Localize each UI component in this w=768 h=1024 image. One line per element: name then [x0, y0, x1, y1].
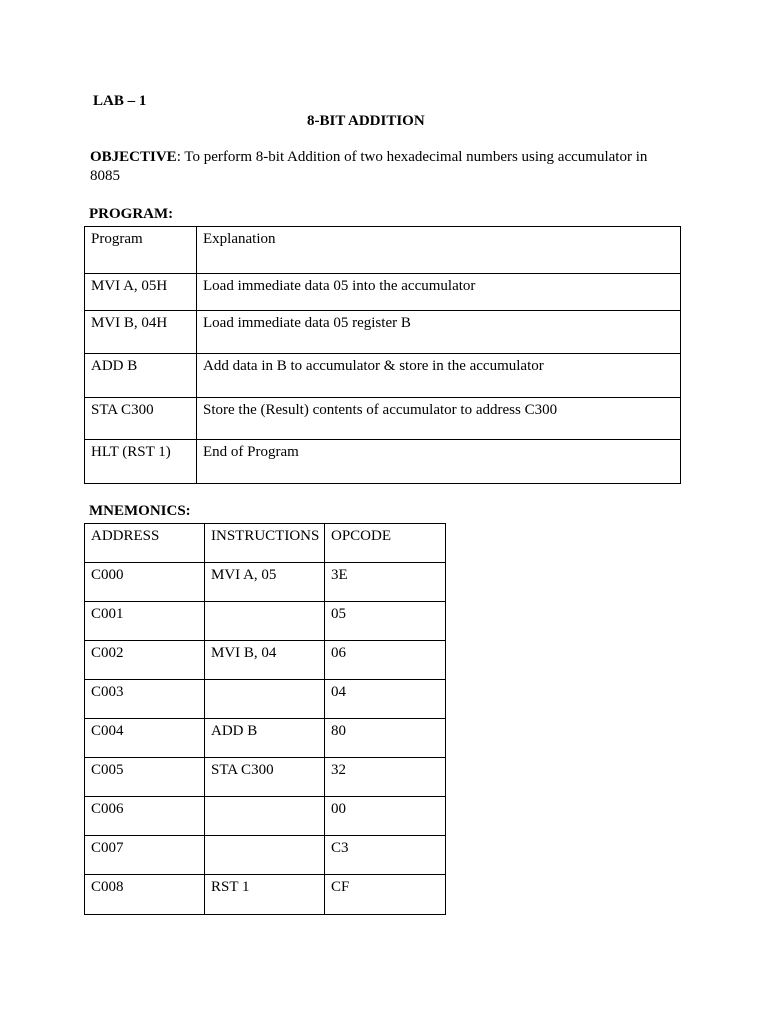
address-cell: C005: [85, 758, 205, 797]
opcode-cell: 05: [325, 602, 446, 641]
opcode-cell: 32: [325, 758, 446, 797]
table-row: [85, 680, 446, 719]
program-heading: PROGRAM:: [89, 206, 174, 222]
instructions-column-header: INSTRUCTIONS: [205, 524, 325, 563]
table-row: [85, 797, 446, 836]
address-cell: C008: [85, 875, 205, 915]
instruction-cell: RST 1: [205, 875, 325, 915]
mnemonics-heading: MNEMONICS:: [89, 503, 191, 519]
instruction-cell: MVI B, 04: [205, 641, 325, 680]
table-row: [85, 641, 446, 680]
program-instruction-cell: MVI A, 05H: [85, 274, 197, 311]
instruction-cell: [205, 836, 325, 875]
opcode-cell: 04: [325, 680, 446, 719]
document-title: 8-BIT ADDITION: [307, 113, 425, 129]
opcode-cell: 06: [325, 641, 446, 680]
instruction-cell: [205, 797, 325, 836]
opcode-cell: 3E: [325, 563, 446, 602]
address-cell: C000: [85, 563, 205, 602]
opcode-cell: CF: [325, 875, 446, 915]
mnemonics-table-header-row: [85, 524, 446, 563]
opcode-column-header: OPCODE: [325, 524, 446, 563]
program-instruction-cell: STA C300: [85, 398, 197, 440]
address-cell: C007: [85, 836, 205, 875]
objective-paragraph: [90, 148, 680, 186]
program-explanation-cell: Load immediate data 05 into the accumulator: [197, 274, 681, 311]
program-explanation-cell: Store the (Result) contents of accumulator to address C300: [197, 398, 681, 440]
table-row: [85, 602, 446, 641]
opcode-cell: C3: [325, 836, 446, 875]
table-row: [85, 311, 681, 354]
address-cell: C001: [85, 602, 205, 641]
instruction-cell: MVI A, 05: [205, 563, 325, 602]
address-cell: C002: [85, 641, 205, 680]
address-cell: C004: [85, 719, 205, 758]
address-cell: C006: [85, 797, 205, 836]
table-row: [85, 563, 446, 602]
table-row: [85, 354, 681, 398]
table-row: [85, 836, 446, 875]
table-row: [85, 398, 681, 440]
program-explanation-cell: Add data in B to accumulator & store in the accumulator: [197, 354, 681, 398]
mnemonics-table: [84, 523, 446, 915]
explanation-column-header: Explanation: [197, 227, 681, 274]
address-column-header: ADDRESS: [85, 524, 205, 563]
instruction-cell: [205, 680, 325, 719]
opcode-cell: 80: [325, 719, 446, 758]
program-explanation-cell: Load immediate data 05 register B: [197, 311, 681, 354]
objective-text: : To perform 8-bit Addition of two hexadecimal numbers using accumulator in 8085: [90, 149, 648, 184]
table-row: [85, 274, 681, 311]
opcode-cell: 00: [325, 797, 446, 836]
lab-number-heading: LAB – 1: [93, 93, 147, 109]
program-table: [84, 226, 681, 484]
program-explanation-cell: End of Program: [197, 440, 681, 484]
instruction-cell: ADD B: [205, 719, 325, 758]
program-column-header: Program: [85, 227, 197, 274]
program-instruction-cell: ADD B: [85, 354, 197, 398]
address-cell: C003: [85, 680, 205, 719]
table-row: [85, 440, 681, 484]
program-instruction-cell: HLT (RST 1): [85, 440, 197, 484]
program-table-header-row: [85, 227, 681, 274]
table-row: [85, 758, 446, 797]
table-row: [85, 719, 446, 758]
instruction-cell: [205, 602, 325, 641]
program-instruction-cell: MVI B, 04H: [85, 311, 197, 354]
objective-label: OBJECTIVE: [90, 149, 177, 165]
instruction-cell: STA C300: [205, 758, 325, 797]
table-row: [85, 875, 446, 915]
